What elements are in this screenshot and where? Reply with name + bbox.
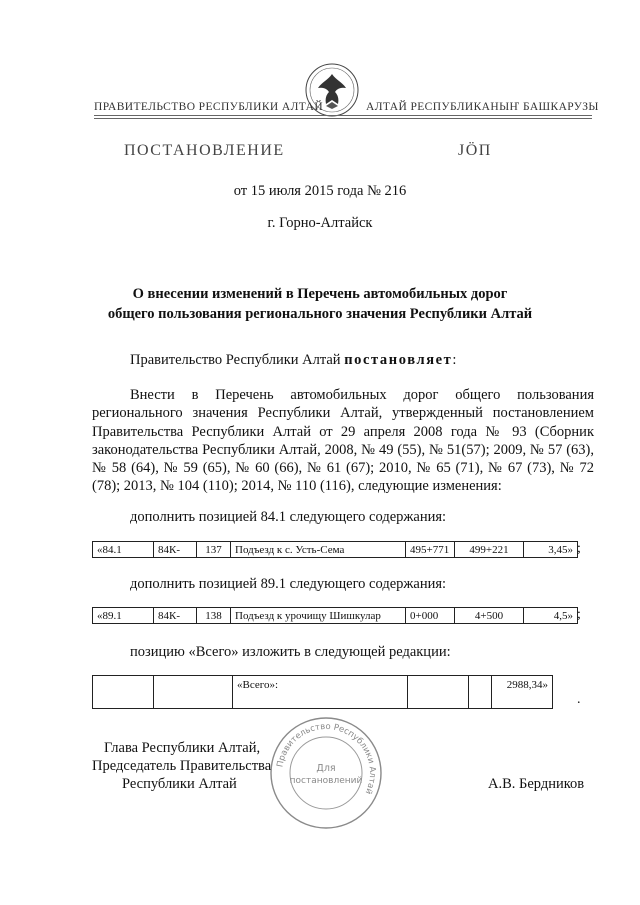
signature-title-line-2: Председатель Правительства (92, 758, 272, 774)
table-cell (469, 676, 492, 709)
table-cell: 138 (197, 608, 231, 624)
title-line-2: общего пользования регионального значения Республики Алтай (107, 306, 533, 322)
signatory-name: А.В. Бердников (488, 776, 585, 792)
table-cell: «89.1 (93, 608, 154, 624)
document-title (0, 284, 640, 324)
item3-intro: позицию «Всего» изложить в следующей редакции: (130, 644, 451, 660)
title-line-1: О внесении изменений в Перечень автомобильных дорог (132, 286, 508, 302)
stamp-ring-text: Правительство Республики Алтай (275, 721, 378, 796)
government-name-ru: ПРАВИТЕЛЬСТВО РЕСПУБЛИКИ АЛТАЙ (94, 101, 324, 113)
stamp-center-line-1: Для (316, 763, 336, 774)
table-cell: 495+771 (406, 542, 455, 558)
table-cell: 4,5» (524, 608, 578, 624)
table-cell (154, 676, 233, 709)
table-cell (93, 676, 154, 709)
signature-title-line-1: Глава Республики Алтай, (104, 740, 261, 756)
table-cell: 4+500 (455, 608, 524, 624)
intro-colon: : (452, 352, 457, 368)
main-paragraph: Внести в Перечень автомобильных дорог общего пользования регионального значения Республики Алтай, утвержденный постановлением Правительства Республики Алтай от 29 апреля 2008 года № 93 (Сборник законодательства Республики Алтай, 2008, № 49 (55), № 51(57); 2009, № 57 (63), № 58 (64), № 59 (65), № 60 (66), № 61 (67); 2010, № 65 (71), № 67 (73), № 72 (78); 2013, № 104 (110); 2014, № 110 (116), следующие изменения: (92, 387, 594, 495)
document-type-alt: ЈӦП (458, 142, 492, 159)
intro-prefix: Правительство Республики Алтай (130, 352, 345, 368)
table-cell: «84.1 (93, 542, 154, 558)
intro-verb: постановляет (344, 352, 453, 368)
total-table (92, 675, 553, 709)
table2-punctuation: ; (577, 607, 581, 622)
item2-intro: дополнить позицией 89.1 следующего содержания: (130, 576, 447, 592)
table-cell: 2988,34» (492, 676, 553, 709)
table1-punctuation: ; (577, 541, 581, 556)
table-row (93, 608, 578, 624)
table-cell: Подъезд к урочищу Шишкулар (231, 608, 406, 624)
signature-title-line-3: Республики Алтай (122, 776, 237, 792)
table-cell: 3,45» (524, 542, 578, 558)
position-84-1-table (92, 541, 578, 558)
official-stamp (268, 715, 384, 831)
table-cell: «Всего»: (233, 676, 408, 709)
government-name-alt: АЛТАЙ РЕСПУБЛИКАНЫҤ БАШКАРУЗЫ (366, 101, 599, 113)
table-cell: 137 (197, 542, 231, 558)
document-type-ru: ПОСТАНОВЛЕНИЕ (124, 142, 285, 159)
stamp-center-line-2: постановлений (289, 776, 363, 786)
header-divider (94, 115, 592, 116)
table-cell: Подъезд к с. Усть-Сема (231, 542, 406, 558)
table-cell: 84К- (154, 542, 197, 558)
table-row (93, 542, 578, 558)
header-divider-second (94, 118, 592, 119)
table3-punctuation: . (577, 692, 581, 707)
document-date: от 15 июля 2015 года № 216 (233, 183, 407, 199)
table-row (93, 676, 553, 709)
document-city: г. Горно-Алтайск (267, 215, 373, 231)
position-89-1-table (92, 607, 578, 624)
intro-line (130, 351, 456, 369)
table-cell: 0+000 (406, 608, 455, 624)
table-cell: 499+221 (455, 542, 524, 558)
item1-intro: дополнить позицией 84.1 следующего содержания: (130, 509, 447, 525)
table-cell: 84К- (154, 608, 197, 624)
table-cell (408, 676, 469, 709)
